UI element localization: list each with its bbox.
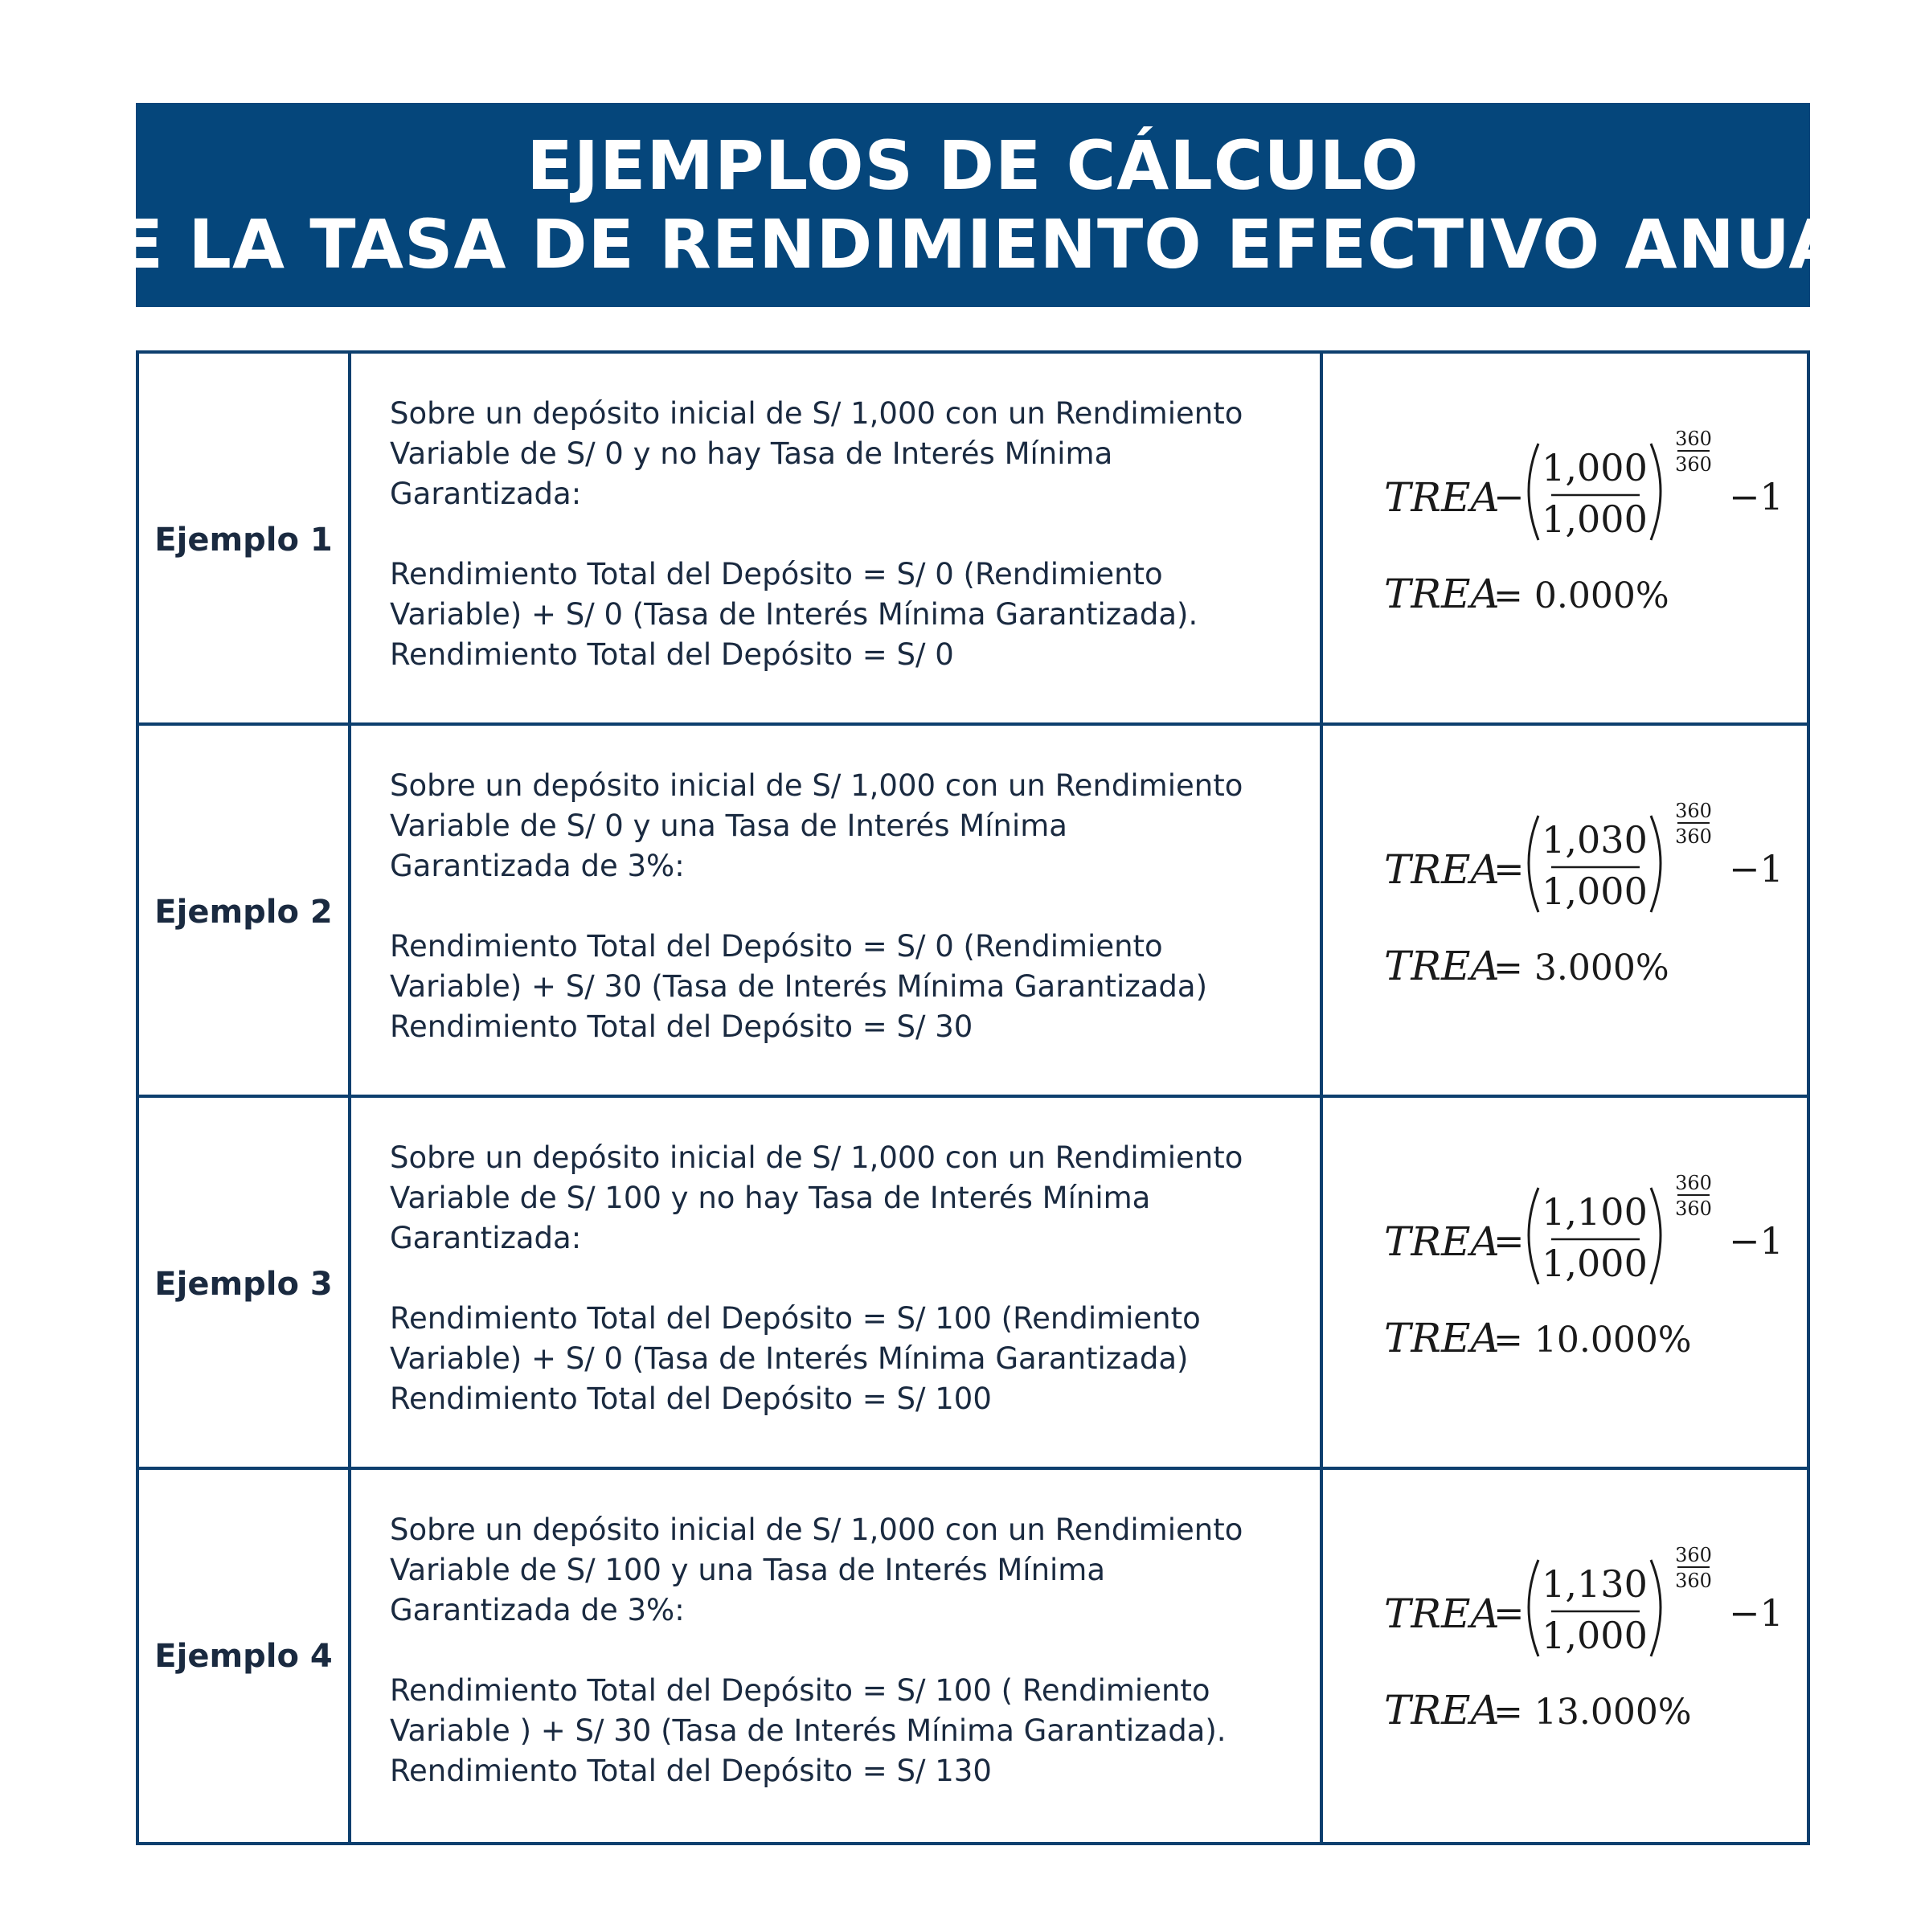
example-label-cell xyxy=(139,354,348,726)
example-intro: Sobre un depósito inicial de S/ 1,000 con un Rendimiento Variable de S/ 0 y una Tasa de Interés Mínima Garantizada de 3%: xyxy=(390,768,1243,883)
formula-svg xyxy=(1323,354,1807,726)
example-detail: Rendimiento Total del Depósito = S/ 0 (Rendimiento Variable) + S/ 0 (Tasa de Interés Mínima Garantizada). Rendimiento Total del Depósito = S/ 0 xyxy=(390,557,1198,672)
formula-operator: − xyxy=(1493,475,1525,518)
example-label: Ejemplo 2 xyxy=(154,893,333,931)
formula-cell xyxy=(1323,1470,1807,1842)
formula-operator: = xyxy=(1493,847,1525,890)
formula-cell xyxy=(1323,1098,1807,1470)
result-value: = 13.000% xyxy=(1493,1692,1692,1733)
title-line-2: DE LA TASA DE RENDIMIENTO EFECTIVO ANUAL xyxy=(60,205,1886,284)
exponent-numerator: 360 xyxy=(1675,428,1712,450)
example-description xyxy=(351,726,1320,1098)
right-paren xyxy=(1651,1560,1661,1656)
formula-svg xyxy=(1323,1098,1807,1470)
exponent-denominator: 360 xyxy=(1675,453,1712,476)
formula-numerator: 1,130 xyxy=(1542,1562,1648,1606)
formula-tail: −1 xyxy=(1729,475,1784,518)
example-label: Ejemplo 1 xyxy=(154,521,333,559)
result-value: = 0.000% xyxy=(1493,575,1669,616)
formula-numerator: 1,030 xyxy=(1542,818,1648,862)
left-paren xyxy=(1529,444,1538,540)
right-paren xyxy=(1651,444,1661,540)
examples-table xyxy=(136,350,1810,1845)
example-detail: Rendimiento Total del Depósito = S/ 100 ( Rendimiento Variable ) + S/ 30 (Tasa de Interés Mínima Garantizada). Rendimiento Total del Depósito = S/ 130 xyxy=(390,1673,1227,1788)
example-description xyxy=(351,1098,1320,1470)
formula-lhs: TREA xyxy=(1384,1218,1500,1265)
result-value: = 10.000% xyxy=(1493,1320,1692,1361)
exponent-numerator: 360 xyxy=(1675,1544,1712,1566)
formula-cell xyxy=(1323,726,1807,1098)
result-lhs: TREA xyxy=(1384,571,1500,617)
formula-tail: −1 xyxy=(1729,1219,1784,1263)
result-lhs: TREA xyxy=(1384,943,1500,989)
example-row-1 xyxy=(139,354,1807,726)
formula-numerator: 1,000 xyxy=(1542,446,1648,489)
exponent-denominator: 360 xyxy=(1675,1570,1712,1592)
formula-denominator: 1,000 xyxy=(1542,497,1648,541)
formula-svg xyxy=(1323,726,1807,1098)
example-label: Ejemplo 3 xyxy=(154,1265,333,1303)
example-label-cell xyxy=(139,1098,348,1470)
exponent-numerator: 360 xyxy=(1675,800,1712,822)
formula-operator: = xyxy=(1493,1219,1525,1263)
title-line-1: EJEMPLOS DE CÁLCULO xyxy=(526,126,1419,205)
example-detail: Rendimiento Total del Depósito = S/ 0 (Rendimiento Variable) + S/ 30 (Tasa de Interés Mínima Garantizada) Rendimiento Total del Depósito = S/ 30 xyxy=(390,929,1208,1044)
example-row-2 xyxy=(139,726,1807,1098)
right-paren xyxy=(1651,1188,1661,1284)
title-banner xyxy=(60,103,1886,307)
example-detail: Rendimiento Total del Depósito = S/ 100 (Rendimiento Variable) + S/ 0 (Tasa de Interés Mínima Garantizada) Rendimiento Total del Depósito = S/ 100 xyxy=(390,1301,1201,1416)
formula-lhs: TREA xyxy=(1384,846,1500,893)
formula-svg xyxy=(1323,1470,1807,1842)
right-paren xyxy=(1651,816,1661,912)
result-value: = 3.000% xyxy=(1493,948,1669,989)
formula-cell xyxy=(1323,354,1807,726)
exponent-numerator: 360 xyxy=(1675,1172,1712,1194)
example-description xyxy=(351,1470,1320,1842)
exponent-denominator: 360 xyxy=(1675,825,1712,848)
example-label-cell xyxy=(139,1470,348,1842)
left-paren xyxy=(1529,816,1538,912)
example-intro: Sobre un depósito inicial de S/ 1,000 con un Rendimiento Variable de S/ 0 y no hay Tasa de Interés Mínima Garantizada: xyxy=(390,396,1243,511)
formula-tail: −1 xyxy=(1729,1591,1784,1635)
formula-denominator: 1,000 xyxy=(1542,870,1648,913)
example-label: Ejemplo 4 xyxy=(154,1637,333,1675)
formula-tail: −1 xyxy=(1729,847,1784,890)
formula-lhs: TREA xyxy=(1384,474,1500,521)
result-lhs: TREA xyxy=(1384,1315,1500,1361)
example-intro: Sobre un depósito inicial de S/ 1,000 con un Rendimiento Variable de S/ 100 y una Tasa de Interés Mínima Garantizada de 3%: xyxy=(390,1512,1243,1627)
formula-operator: = xyxy=(1493,1591,1525,1635)
formula-numerator: 1,100 xyxy=(1542,1190,1648,1234)
formula-denominator: 1,000 xyxy=(1542,1614,1648,1657)
example-description xyxy=(351,354,1320,726)
result-lhs: TREA xyxy=(1384,1687,1500,1733)
example-row-3 xyxy=(139,1098,1807,1470)
example-label-cell xyxy=(139,726,348,1098)
exponent-denominator: 360 xyxy=(1675,1197,1712,1220)
formula-denominator: 1,000 xyxy=(1542,1242,1648,1285)
example-intro: Sobre un depósito inicial de S/ 1,000 con un Rendimiento Variable de S/ 100 y no hay Tasa de Interés Mínima Garantizada: xyxy=(390,1140,1243,1255)
example-row-4 xyxy=(139,1470,1807,1842)
left-paren xyxy=(1529,1560,1538,1656)
formula-lhs: TREA xyxy=(1384,1590,1500,1637)
left-paren xyxy=(1529,1188,1538,1284)
